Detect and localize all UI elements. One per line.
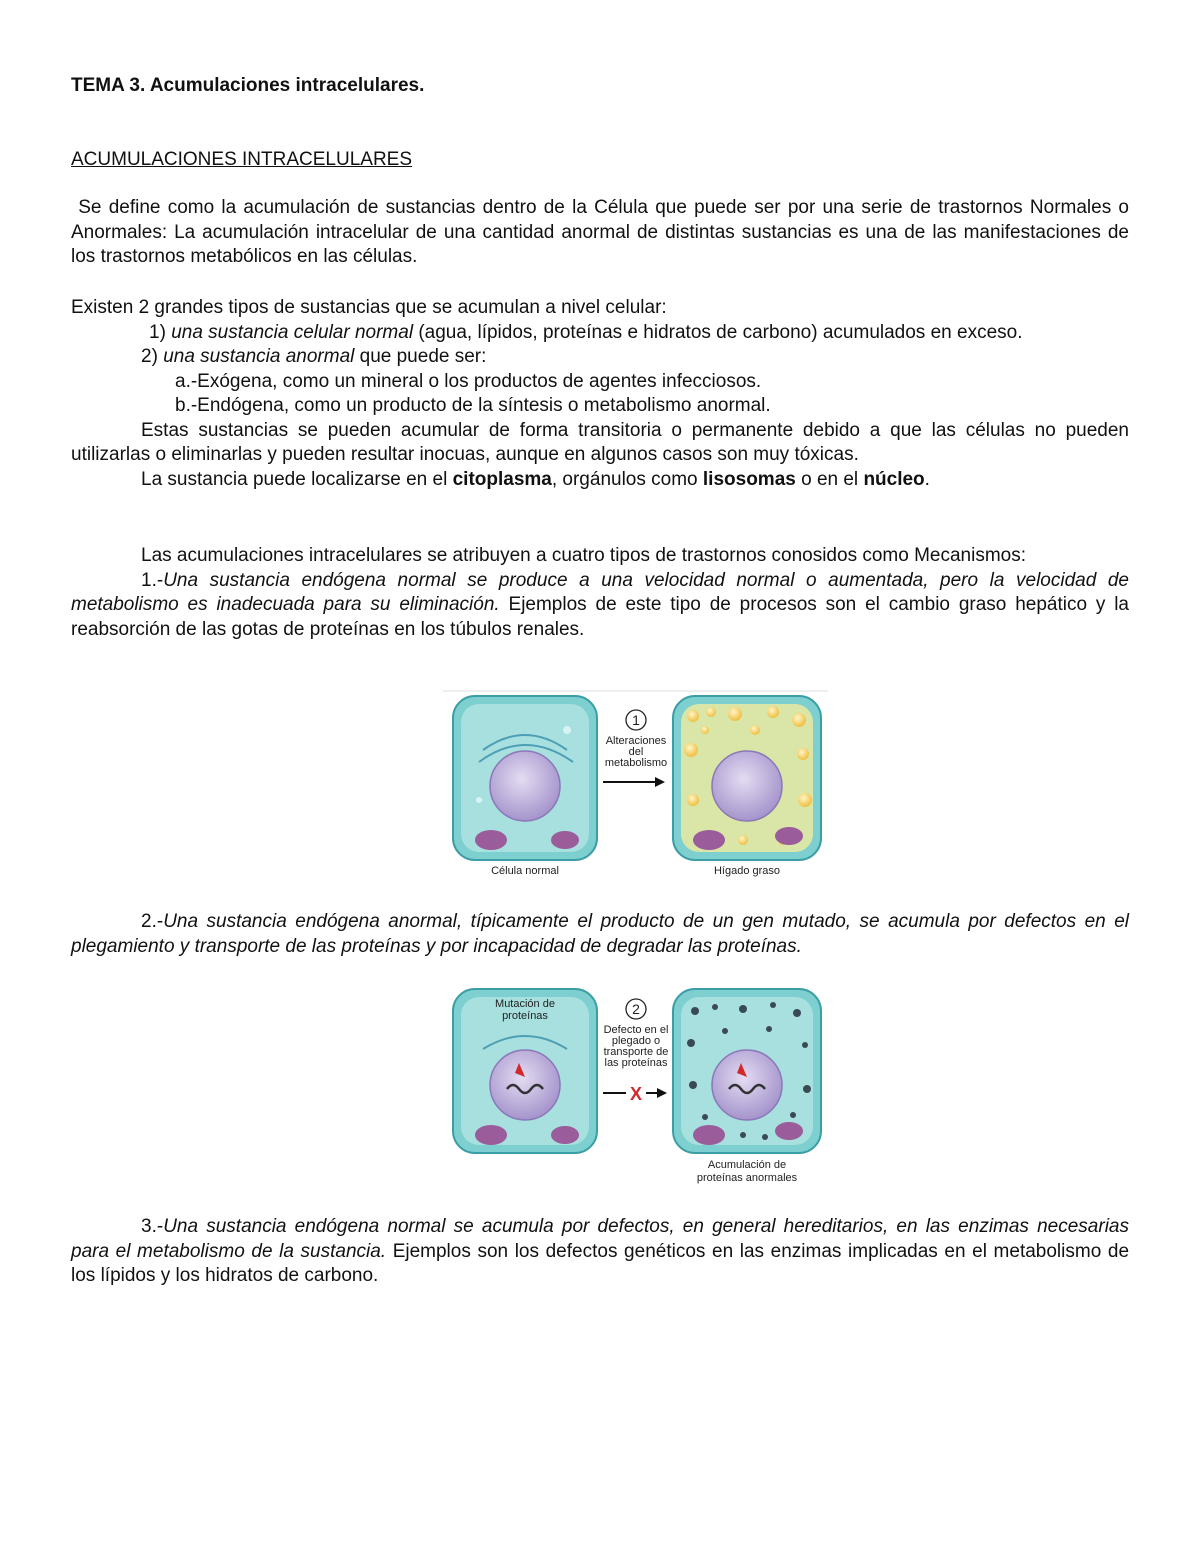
mechanism-3-emphasis: Una sustancia endógena normal se acumula por defectos, en general hereditarios, en las enzimas necesarias para el metabolismo de la sustancia. xyxy=(71,1216,1129,1262)
mechanism-3-text: Ejemplos son los defectos genéticos en las enzimas implicadas en el metabolismo de los lípidos y los hidratos de carbono. xyxy=(71,1240,1130,1286)
types-lead: Existen 2 grandes tipos de sustancias que se acumulan a nivel celular: xyxy=(71,297,667,318)
mechanism-2-number: 2.- xyxy=(141,911,164,932)
type-1-emphasis: una sustancia celular normal xyxy=(171,321,414,343)
step-1-number: 1 xyxy=(632,712,640,728)
type-1 xyxy=(71,321,1129,346)
inner-label-line2: proteínas xyxy=(502,1010,548,1022)
type-2-emphasis: una sustancia anormal xyxy=(163,346,355,367)
type-2b: b.-Endógena, como un producto de la síntesis o metabolismo anormal. xyxy=(175,395,771,416)
mechanism-3 xyxy=(71,1215,1129,1289)
estas-paragraph: Estas sustancias se pueden acumular de forma transitoria o permanente debido a que las células no pueden utilizarlas o eliminarlas y pueden resultar inocuas, aunque en algunos casos son muy tóxicas. xyxy=(71,419,1129,465)
abnormal-protein-cell xyxy=(673,989,821,1153)
abnormal-caption-line2: proteínas anormales xyxy=(696,1172,798,1184)
figure-fatty-liver xyxy=(443,690,828,880)
mechanism-1-emphasis: Una sustancia endógena normal se produce a una velocidad normal o aumentada, pero la velocidad de metabolismo es inadecuada para su eliminación. xyxy=(71,569,1129,615)
fatty-liver-caption: Hígado graso xyxy=(713,865,781,877)
location-pre: La sustancia puede localizarse en el xyxy=(141,468,448,490)
location-end: . xyxy=(924,468,930,490)
section-heading: ACUMULACIONES INTRACELULARES xyxy=(71,149,413,170)
inner-label-line1: Mutación de xyxy=(495,998,555,1010)
location-citoplasma: citoplasma xyxy=(452,468,552,490)
arrow2-label-line4: las proteínas xyxy=(604,1057,668,1069)
location-mid: , orgánulos como xyxy=(551,468,698,490)
mechanisms-section xyxy=(71,544,1129,642)
abnormal-caption-line1: Acumulación de xyxy=(707,1159,787,1171)
type-1-number: 1) xyxy=(149,321,166,343)
types-section xyxy=(71,296,1129,492)
normal-cell xyxy=(453,696,597,860)
intro-text: Se define como la acumulación de sustancias dentro de la Célula que puede ser por una serie de trastornos Normales o Anormales: La acumulación intracelular de una cantidad anormal de distintas sustancias es una de las manifestaciones de los trastornos metabólicos en las células. xyxy=(71,197,1129,267)
mechanism-2-emphasis: Una sustancia endógena anormal, típicamente el producto de un gen mutado, se acumula por defectos en el plegamiento y transporte de las proteínas y por incapacidad de degradar las proteínas. xyxy=(71,911,1129,957)
arrow2-label-line3: transporte de xyxy=(603,1046,669,1058)
mechanism-2 xyxy=(71,910,1129,959)
fatty-liver-cell xyxy=(673,696,821,860)
step-2-number: 2 xyxy=(632,1001,640,1017)
location-lisosomas: lisosomas xyxy=(702,468,796,490)
arrow-label-line2: del xyxy=(628,746,644,758)
figure-abnormal-proteins xyxy=(443,985,828,1190)
type-2a: a.-Exógena, como un mineral o los productos de agentes infecciosos. xyxy=(175,370,762,392)
mechanism-1-text: Ejemplos de este tipo de procesos son el cambio graso hepático y la reabsorción de las gotas de proteínas en los túbulos renales. xyxy=(71,594,1129,640)
arrow2-label-line1: Defecto en el xyxy=(603,1024,669,1036)
page-title: TEMA 3. Acumulaciones intracelulares. xyxy=(71,75,425,96)
type-1-text: (agua, lípidos, proteínas e hidratos de carbono) acumulados en exceso. xyxy=(418,321,1023,343)
type-2 xyxy=(71,345,1129,370)
blocked-x-icon: X xyxy=(629,1084,643,1104)
nucleus-icon xyxy=(490,751,560,821)
intro-paragraph xyxy=(71,196,1129,270)
arrow-label-line1: Alteraciones xyxy=(605,735,667,747)
mechanism-1-number: 1.- xyxy=(141,569,164,591)
location-sentence xyxy=(71,468,1129,493)
mechanism-1 xyxy=(71,569,1129,643)
type-2-number: 2) xyxy=(141,346,158,367)
mitochondria-icon xyxy=(475,830,507,850)
normal-cell-caption: Célula normal xyxy=(491,865,559,877)
arrow2-label-line2: plegado o xyxy=(611,1035,661,1047)
mutated-cell xyxy=(453,989,597,1153)
location-mid2: o en el xyxy=(801,468,859,490)
mechanism-3-number: 3.- xyxy=(141,1216,164,1237)
type-2-text: que puede ser: xyxy=(359,346,487,367)
arrow-label-line3: metabolismo xyxy=(604,757,668,769)
mechanisms-lead: Las acumulaciones intracelulares se atribuyen a cuatro tipos de trastornos conosidos como Mecanismos: xyxy=(141,545,1027,566)
location-nucleo: núcleo xyxy=(863,468,925,490)
